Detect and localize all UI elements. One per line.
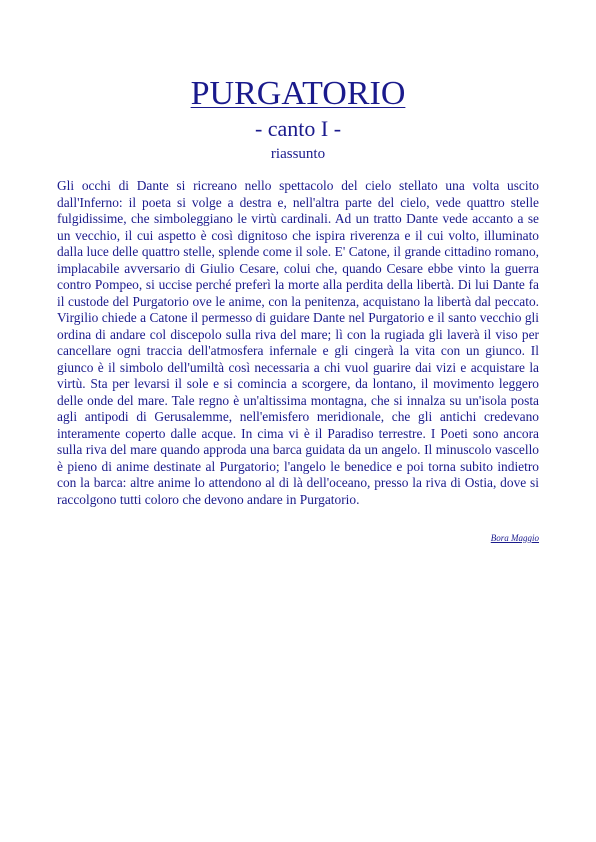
page-title-text: PURGATORIO (190, 75, 406, 112)
summary-label: riassunto (270, 146, 326, 162)
summary-paragraph: Gli occhi di Dante si ricreano nello spettacolo del cielo stellato una volta uscito dall'Inferno: il poeta si volge a destra e, nell'altra parte del cielo, vede quattro stelle fulgidissime, che simboleggiano le virtù cardinali. Ad un tratto Dante vede accanto a se un vecchio, il cui aspetto è così dignitoso che ispira riverenza e il cui volto, illuminato dalla luce delle quattro stelle, splende come il sole. E' Catone, il grande cittadino romano, implacabile avversario di Giulio Cesare, colui che, quando Cesare ebbe vinto la guerra contro Pompeo, si uccise perché preferì la morte alla perdita della libertà. Di lui Dante fa il custode del Purgatorio ove le anime, con la penitenza, acquistano la libertà dal peccato. Virgilio chiede a Catone il permesso di guidare Dante nel Purgatorio e il santo vecchio gli ordina di andare col discepolo sulla riva del mare; lì con la rugiada gli laverà il viso per cancellare ogni traccia dell'atmosfera infernale e gli cingerà la vita con un giunco. Il giunco è il simbolo dell'umiltà così necessaria a chi vuol guarire dai vizi e acquistare la virtù. Sta per levarsi il sole e si comincia a scorgere, da lontano, il movimento leggero delle onde del mare. Tale regno è un'altissima montagna, che si innalza su un'isola posta agli antipodi di Gerusalemme, nell'emisfero meridionale, che gli antichi credevano interamente coperto dalle acque. In cima vi è il Paradiso terrestre. I Poeti sono ancora sulla riva del mare quando approda una barca guidata da un angelo. Il minuscolo vascello è pieno di anime destinate al Purgatorio; l'angelo le benedice e poi torna subito indietro con la barca: altre anime lo attendono al di là dell'oceano, presso la riva di Ostia, dove si raccolgono tutti coloro che devono andare in Purgatorio. (57, 178, 539, 507)
page-title (0, 74, 596, 114)
canto-subtitle: - canto I - (254, 116, 342, 141)
author-signature-link[interactable]: Bora Maggio (490, 533, 539, 543)
